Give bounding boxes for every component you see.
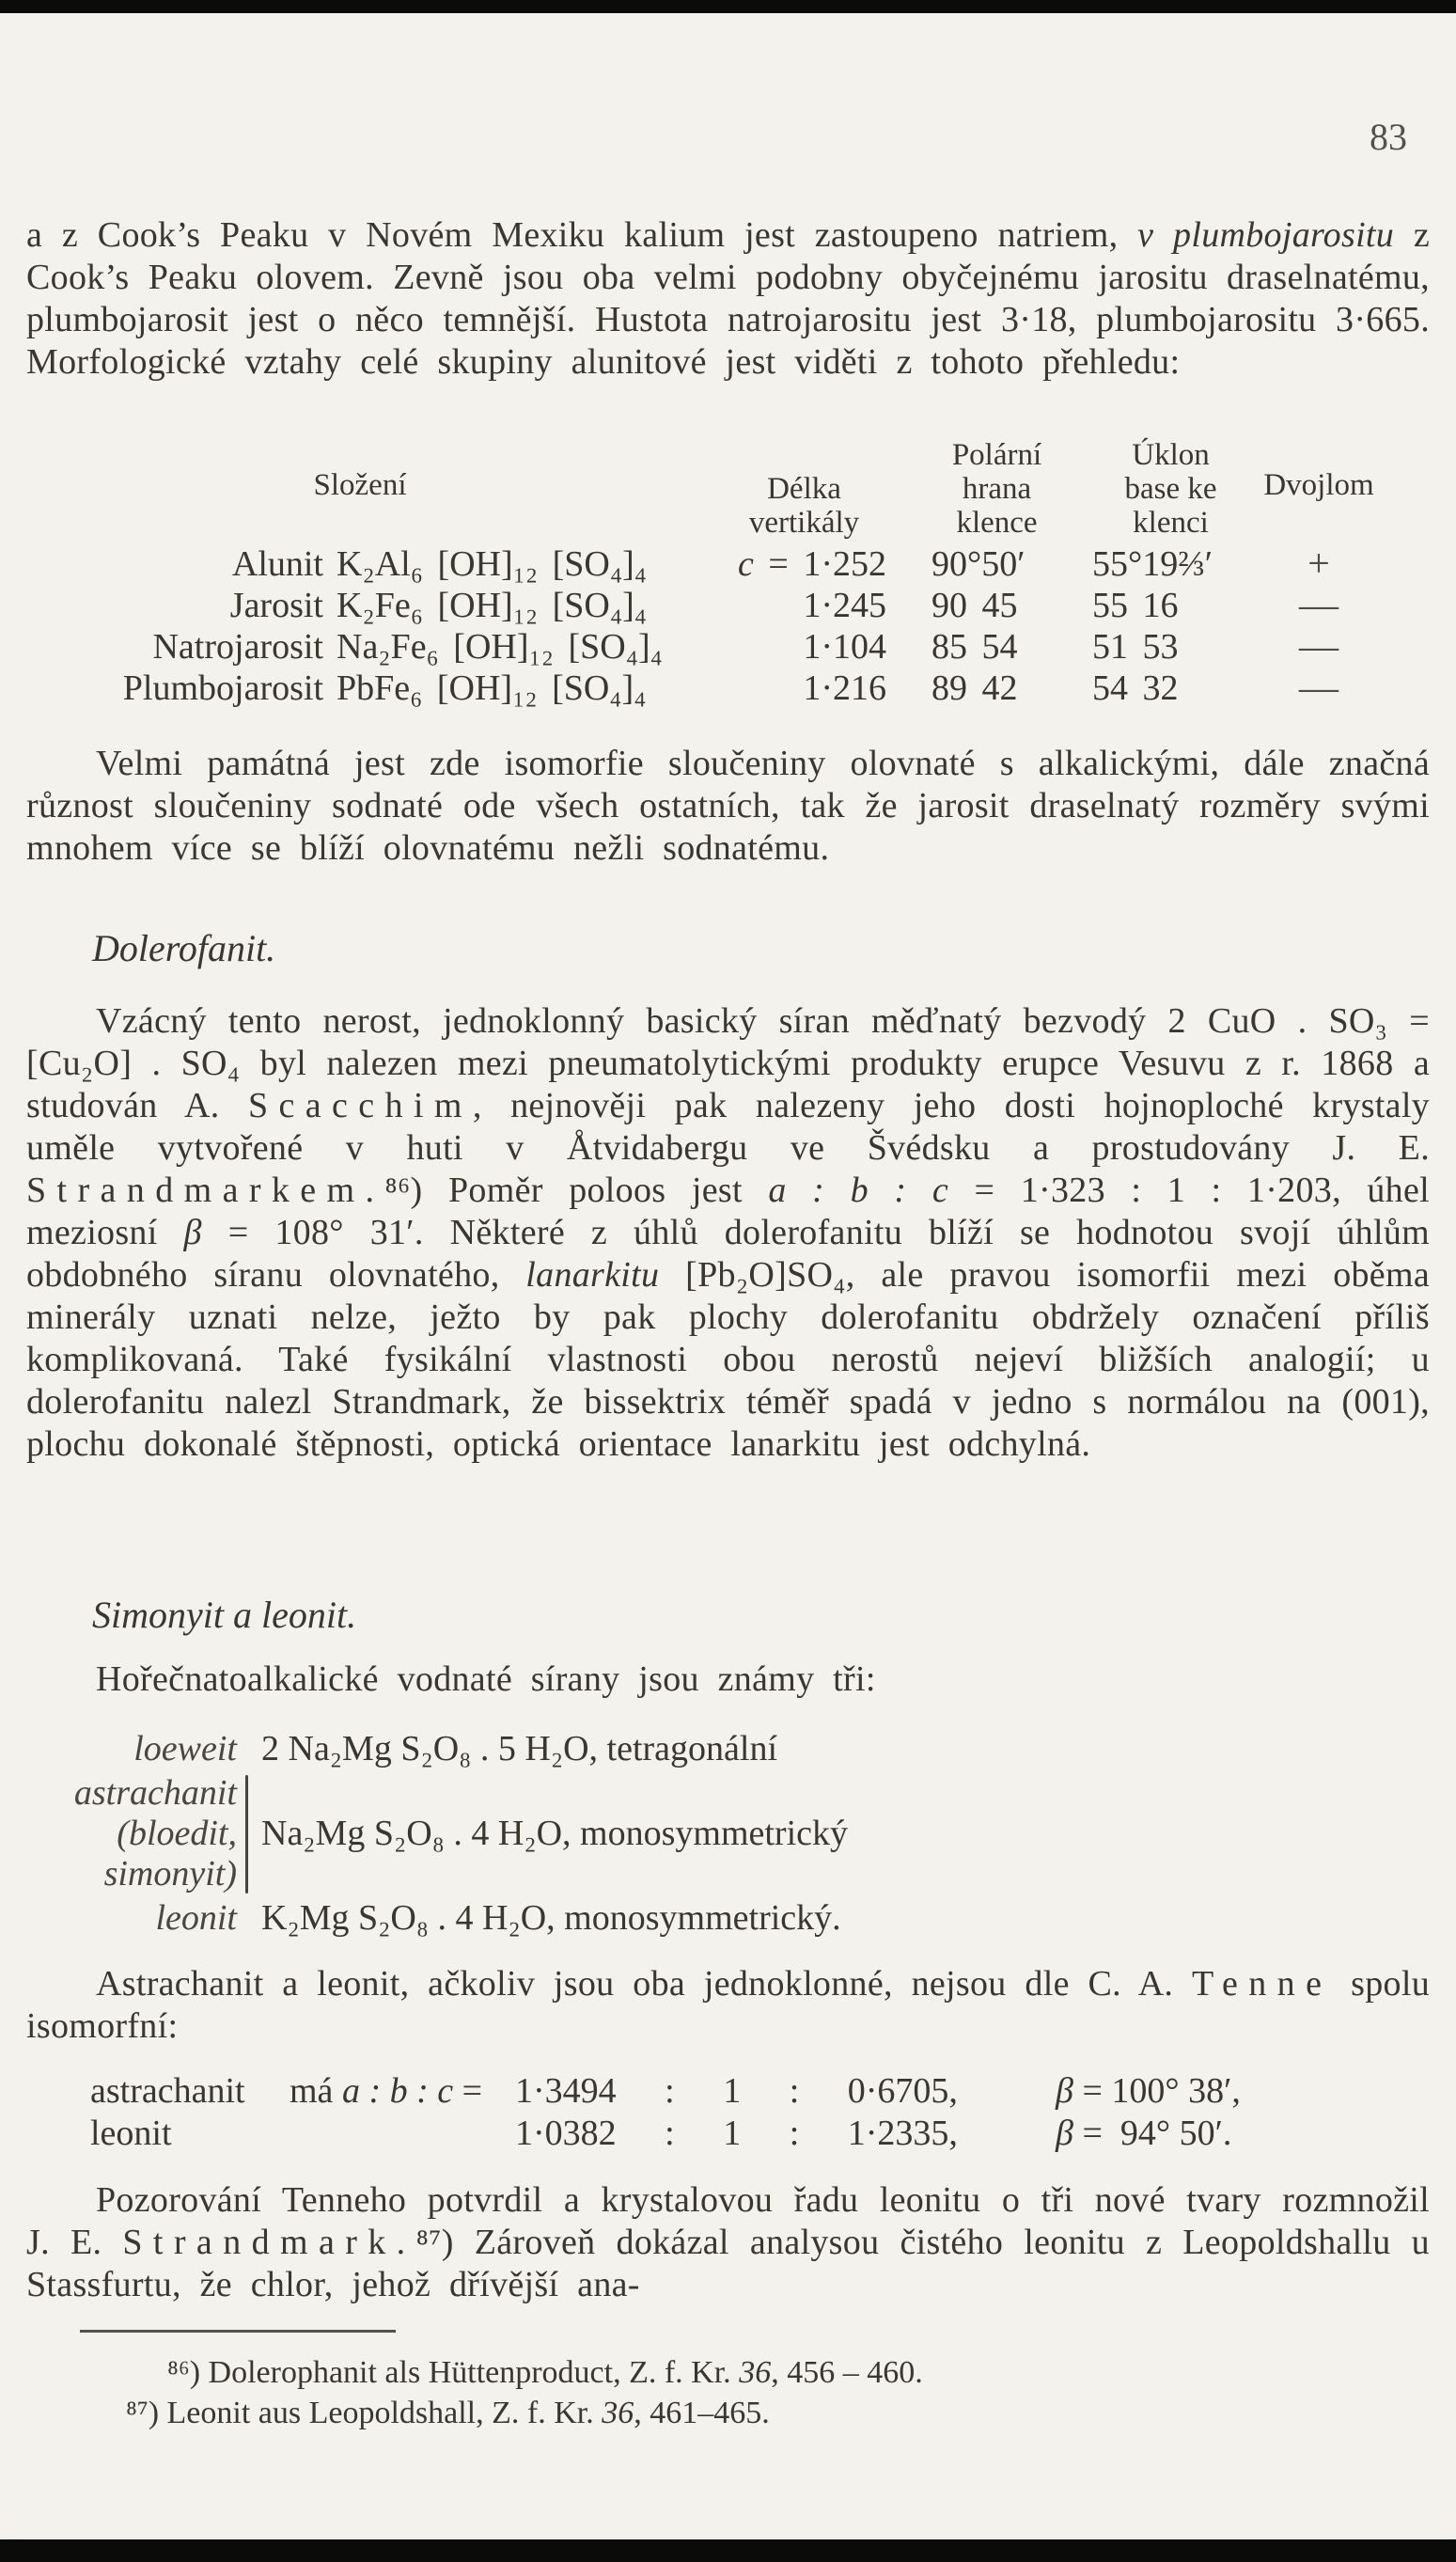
beta-angle: β = 100° 38′, bbox=[1056, 2071, 1241, 2111]
mineral-formula: PbFe₆ [OH]₁₂ [SO₄]₄ bbox=[337, 668, 647, 708]
ratio-axes: má a : b : c = bbox=[290, 2071, 483, 2111]
mineral-label: loeweit bbox=[133, 1729, 237, 1768]
col-header-polarni-hrana-klence: Polární hrana klence bbox=[951, 438, 1042, 540]
polarni-hrana-value: 90°50′ bbox=[932, 544, 1025, 584]
table-body bbox=[26, 543, 1430, 709]
brace-spacer bbox=[237, 1897, 256, 1940]
dvojlom-sign: + bbox=[1307, 542, 1330, 586]
page-number: 83 bbox=[1370, 116, 1407, 158]
section-heading-simonyit-leonit: Simonyit a leonit. bbox=[92, 1594, 357, 1636]
paragraph-sulfates-intro: Hořečnatoalkalické vodnaté sírany jsou známy tři: bbox=[96, 1659, 876, 1699]
mineral-formula: Na₂Fe₆ [OH]₁₂ [SO₄]₄ bbox=[337, 627, 663, 667]
dvojlom-sign: — bbox=[1299, 625, 1339, 668]
footnote-87: ⁸⁷) Leonit aus Leopoldshall, Z. f. Kr. 36, 461–465. bbox=[126, 2396, 770, 2430]
list-row-astrachanit bbox=[26, 1770, 1430, 1897]
ratio-label: astrachanit bbox=[90, 2071, 245, 2111]
mineral-name: Jarosit bbox=[229, 586, 323, 625]
mineral-label: leonit bbox=[155, 1898, 237, 1938]
paragraph-alunite-group: a z Cook’s Peaku v Novém Mexiku kalium jest zastoupeno natriem, v plumbojarositu z Cook’s Peaku olovem. Zevně jsou oba velmi podobny obyčejnému jarositu draselnatému, plumbojarosit jest o něco temnější. Hustota natrojarositu jest 3·18, plumbojarositu 3·665. Morfologické vztahy celé skupiny alunitové jest viděti z tohoto přehledu: bbox=[26, 215, 1430, 382]
list-row-leonit bbox=[26, 1897, 1430, 1940]
brace-spacer bbox=[237, 1728, 256, 1770]
delka-vertikaly-value: 1·216 bbox=[803, 668, 886, 708]
mineral-name: Natrojarosit bbox=[152, 627, 323, 667]
mineral-formula: K₂Fe₆ [OH]₁₂ [SO₄]₄ bbox=[337, 586, 648, 625]
col-header-dvojlom: Dvojlom bbox=[1263, 468, 1374, 502]
delka-vertikaly-value: c = 1·252 bbox=[738, 544, 886, 584]
col-header-uklon-base: Úklon base ke klenci bbox=[1124, 438, 1217, 540]
mineral-formula: K₂Al₆ [OH]₁₂ [SO₄]₄ bbox=[337, 544, 648, 584]
axis-ratio-lines bbox=[26, 2070, 1430, 2155]
grouping-brace bbox=[245, 1775, 248, 1894]
list-row-loeweit bbox=[26, 1728, 1430, 1770]
ratio-axes bbox=[290, 2113, 515, 2155]
ratio-values: 1·3494 : 1 : 0·6705, bbox=[515, 2071, 958, 2111]
polarni-hrana-value: 90 45 bbox=[932, 586, 1018, 625]
paragraph-isomorphism-note: Velmi památná jest zde isomorfie sloučeniny olovnaté s alkalickými, dále značná různost sloučeniny sodnaté ode všech ostatních, tak že jarosit draselnatý rozměry svými mnohem více se blíží olovnatému nežli sodnatému. bbox=[26, 744, 1430, 868]
footnote-86: ⁸⁶) Dolerophanit als Hüttenproduct, Z. f. Kr. 36, 456 – 460. bbox=[167, 2355, 923, 2390]
mineral-formula: K₂Mg S₂O₈ . 4 H₂O, monosymmetrický. bbox=[261, 1898, 841, 1938]
section-heading-dolerofanit: Dolerofanit. bbox=[92, 927, 276, 969]
table-row-natrojarosit bbox=[26, 626, 1430, 668]
ratio-line-leonit bbox=[26, 2113, 1430, 2155]
mineral-formula-list bbox=[26, 1728, 1430, 1940]
table-row-jarosit bbox=[26, 585, 1430, 626]
scan-edge-bottom bbox=[0, 2539, 1456, 2562]
ratio-label: leonit bbox=[90, 2114, 172, 2153]
delka-vertikaly-value: 1·104 bbox=[803, 627, 886, 667]
table-row-alunit bbox=[26, 543, 1430, 585]
uklon-base-value: 55 16 bbox=[1092, 586, 1179, 625]
footnotes bbox=[26, 2352, 1430, 2433]
col-header-slozeni: Složení bbox=[313, 468, 407, 502]
ratio-values: 1·0382 : 1 : 1·2335, bbox=[515, 2114, 958, 2153]
mineral-formula: 2 Na₂Mg S₂O₈ . 5 H₂O, tetragonální bbox=[261, 1729, 778, 1768]
mineral-label-stack: astrachanit (bloedit, simonyit) bbox=[73, 1773, 237, 1894]
mineral-formula: Na₂Mg S₂O₈ . 4 H₂O, monosymmetrický bbox=[261, 1814, 849, 1853]
mineral-name: Alunit bbox=[231, 544, 323, 584]
delka-vertikaly-value: 1·245 bbox=[803, 586, 886, 625]
beta-angle: β = 94° 50′. bbox=[1056, 2114, 1232, 2153]
polarni-hrana-value: 89 42 bbox=[932, 668, 1018, 708]
dvojlom-sign: — bbox=[1299, 584, 1339, 627]
table-row-plumbojarosit bbox=[26, 668, 1430, 709]
mineral-name: Plumbojarosit bbox=[122, 668, 323, 708]
uklon-base-value: 54 32 bbox=[1092, 668, 1179, 708]
scan-edge-top bbox=[0, 0, 1456, 13]
polarni-hrana-value: 85 54 bbox=[932, 627, 1018, 667]
paragraph-strandmark: Pozorování Tenneho potvrdil a krystalovou řadu leonitu o tři nové tvary rozmnožil J. E. Strandmark.⁸⁷) Zároveň dokázal analysou čistého leonitu z Leopoldshallu u Stassfurtu, že chlor, jehož dřívější ana- bbox=[26, 2180, 1430, 2304]
table-header bbox=[26, 429, 1430, 542]
col-header-delka-vertikaly: Délka vertikály bbox=[748, 472, 860, 540]
uklon-base-value: 55°19⅔′ bbox=[1092, 544, 1213, 584]
dvojlom-sign: — bbox=[1299, 667, 1339, 710]
paragraph-dolerofanit: Vzácný tento nerost, jednoklonný basický síran měďnatý bezvodý 2 CuO . SO₃ = [Cu₂O] . SO₄ byl nalezen mezi pneumatolytickými produkty erupce Vesuvu z r. 1868 a studován A. Scacchim, nejnověji pak nalezeny jeho dosti hojnoploché krystaly uměle vytvořené v huti v Åtvidabergu ve Švédsku a prostudovány J. E. Strandmarkem.⁸⁶) Poměr poloos jest a : b : c = 1·323 : 1 : 1·203, úhel meziosní β = 108° 31′. Některé z úhlů dolerofanitu blíží se hodnotou svojí úhlům obdobného síranu olovnatého, lanarkitu [Pb₂O]SO₄, ale pravou isomorfii mezi oběma minerály uznati nelze, ježto by pak plochy dolerofanitu obdržely označení příliš komplikovaná. Také fysikální vlastnosti obou nerostů nejeví bližších analogií; u dolerofanitu nalezl Strandmark, že bissektrix téměř spadá v jedno s normálou na (001), plochu dokonalé štěpnosti, optická orientace lanarkitu jest odchylná. bbox=[26, 1001, 1430, 1464]
uklon-base-value: 51 53 bbox=[1092, 627, 1179, 667]
footnote-rule bbox=[80, 2330, 396, 2333]
paragraph-tenne: Astrachanit a leonit, ačkoliv jsou oba jednoklonné, nejsou dle C. A. Tenne spolu isomorfní: bbox=[26, 1964, 1430, 2046]
ratio-line-astrachanit bbox=[26, 2070, 1430, 2113]
